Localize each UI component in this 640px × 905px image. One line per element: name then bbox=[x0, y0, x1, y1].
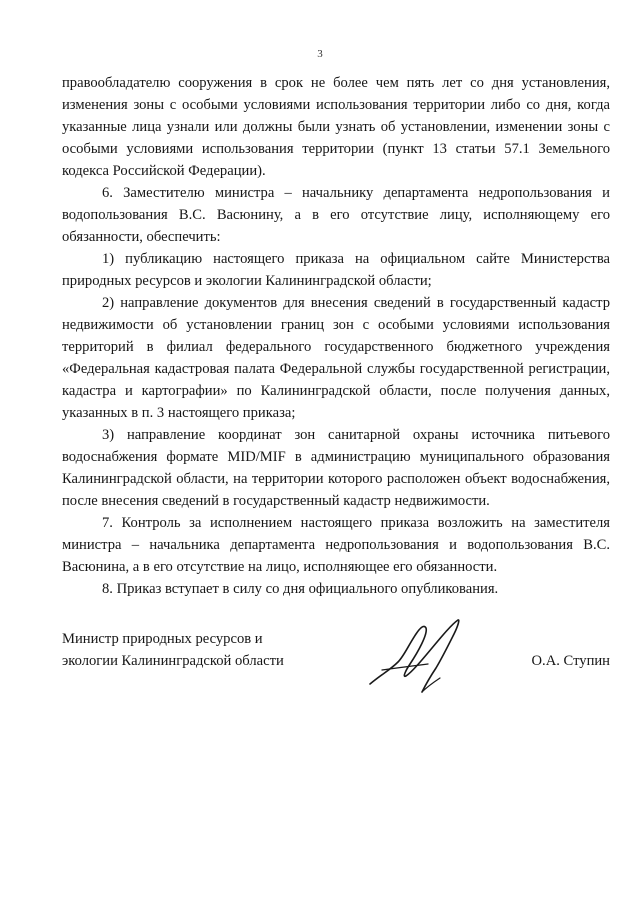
handwritten-signature bbox=[362, 612, 492, 702]
subitem-2: 2) направление документов для внесения сведений в государственный кадастр недвижимости об установлении границ зон с особыми условиями использования территорий в филиал федерального государственного бюджетного учреждения «Федеральная кадастровая палата Федеральной службы государственной регистрации, кадастра и картографии» по Калининградской области, после получения данных, указанных в п. 3 настоящего приказа; bbox=[62, 295, 610, 421]
signatory-name: О.А. Ступин bbox=[531, 653, 610, 669]
subitem-3: 3) направление координат зон санитарной охраны источника питьевого водоснабжения формате MID/MIF в администрацию муниципального образования Калининградской области, на территории которого расположен объект водоснабжения, после внесения сведений в государственный кадастр недвижимости. bbox=[62, 427, 610, 509]
signatory-title bbox=[62, 628, 284, 672]
paragraph-item-7: 7. Контроль за исполнением настоящего приказа возложить на заместителя министра – начальника департамента недропользования и водопользования В.С. Васюнина, а в его отсутствие на лицо, исполняющее его обязанности. bbox=[62, 515, 610, 575]
signatory-title-line-2: экологии Калининградской области bbox=[62, 653, 284, 669]
paragraph-continuation: правообладателю сооружения в срок не более чем пять лет со дня установления, изменения зоны с особыми условиями использования территории либо со дня, когда указанные лица узнали или должны были узнать об установлении, изменении зоны с особыми условиями использования территории (пункт 13 статьи 57.1 Земельного кодекса Российской Федерации). bbox=[62, 75, 610, 179]
paragraph-item-8: 8. Приказ вступает в силу со дня официального опубликования. bbox=[102, 581, 499, 597]
signature-block bbox=[62, 628, 610, 698]
subitem-1: 1) публикацию настоящего приказа на официальном сайте Министерства природных ресурсов и экологии Калининградской области; bbox=[62, 251, 610, 289]
document-body bbox=[62, 72, 610, 600]
paragraph-item-6: 6. Заместителю министра – начальнику департамента недропользования и водопользования В.С. Васюнину, а в его отсутствие лицу, исполняющему его обязанности, обеспечить: bbox=[62, 185, 610, 245]
signatory-title-line-1: Министр природных ресурсов и bbox=[62, 631, 263, 647]
page-number: 3 bbox=[317, 48, 323, 60]
